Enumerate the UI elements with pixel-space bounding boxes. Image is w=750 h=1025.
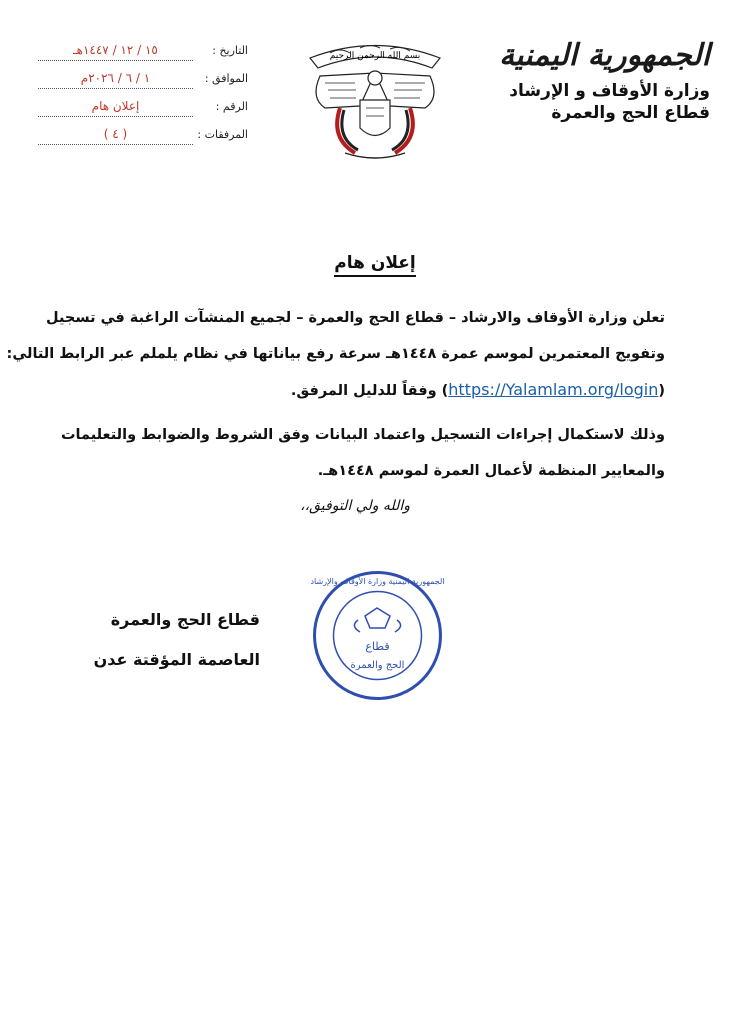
republic-name: الجمهورية اليمنية [499, 38, 710, 73]
number-label: الرقم : [215, 100, 248, 113]
body-line-with-link [70, 372, 665, 409]
body-line: والمعايير المنظمة لأعمال العمرة لموسم ١٤٤٨هـ. [317, 463, 665, 479]
signature-line-city: العاصمة المؤقتة عدن [93, 650, 260, 669]
announcement-title [0, 253, 750, 273]
date-row [38, 40, 248, 68]
attachments-label: المرفقات : [197, 128, 248, 141]
attachments-row [38, 124, 248, 152]
emblem-banner-text: بسم الله الرحمن الرحيم [329, 51, 421, 61]
date-label: التاريخ : [212, 44, 248, 57]
attachments-value: ( ٤ ) [38, 124, 193, 145]
number-row [38, 96, 248, 124]
body-line: تعلن وزارة الأوقاف والارشاد – قطاع الحج والعمرة – لجميع المنشآت الراغبة في تسجيل [46, 310, 665, 326]
link-open-paren: ( [658, 383, 665, 399]
ministry-name: وزارة الأوقاف و الإرشاد [509, 81, 710, 101]
yalamlam-login-link[interactable]: https://Yalamlam.org/login [448, 380, 659, 399]
announcement-body [6, 300, 665, 489]
letterhead [490, 38, 710, 124]
eagle-emblem-icon [300, 28, 450, 168]
corresponding-row [38, 68, 248, 96]
stamp-inner-top: قطاع [365, 640, 390, 653]
number-value: إعلان هام [38, 96, 193, 117]
official-stamp-icon [310, 568, 445, 703]
closing-phrase: والله ولي التوفيق،، [300, 498, 410, 514]
stamp-outer-text: الجمهورية اليمنية وزارة الأوقاف والإرشاد [310, 577, 445, 586]
signature-line-sector: قطاع الحج والعمرة [110, 610, 260, 629]
body-line-rest: ) وفقاً للدليل المرفق. [290, 383, 449, 399]
date-value: ١٥ / ١٢ / ١٤٤٧هـ [38, 40, 193, 61]
corresponding-label: الموافق : [204, 72, 248, 85]
signature-block [94, 600, 260, 680]
body-line: وذلك لاستكمال إجراءات التسجيل واعتماد البيانات وفق الشروط والضوابط والتعليمات [60, 427, 665, 443]
announcement-title-text: إعلان هام [334, 253, 415, 277]
corresponding-value: ١ / ٦ / ٢٠٢٦م [38, 68, 193, 89]
reference-block [38, 40, 248, 152]
stamp-inner-bottom: الحج والعمرة [350, 660, 405, 671]
body-line: وتفويج المعتمرين لموسم عمرة ١٤٤٨هـ سرعة رفع بياناتها في نظام يلملم عبر الرابط التالي: [6, 346, 665, 362]
sector-name: قطاع الحج والعمرة [551, 103, 710, 123]
